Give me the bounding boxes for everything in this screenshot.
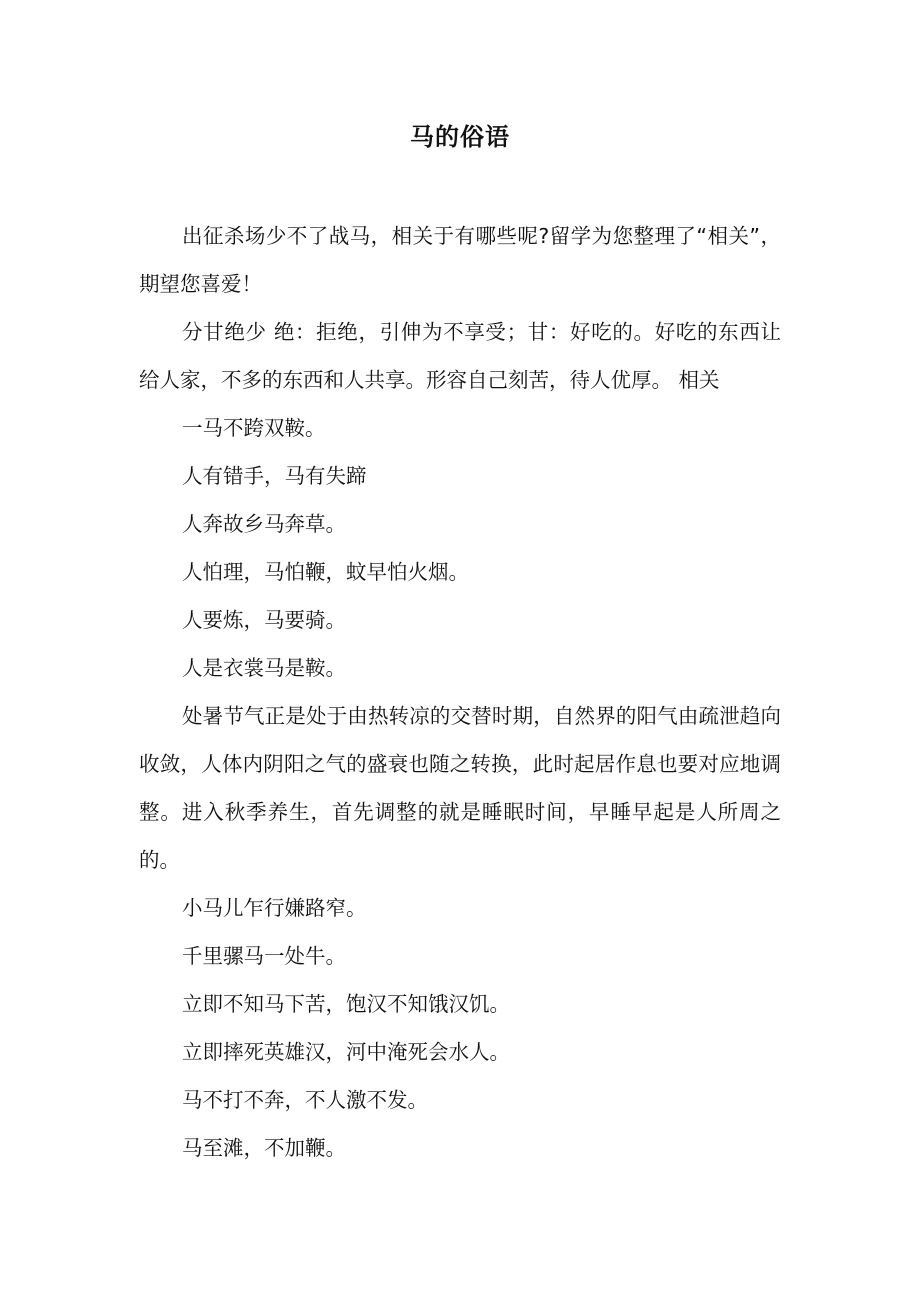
paragraph: 分甘绝少 绝：拒绝，引伸为不享受；甘：好吃的。好吃的东西让给人家，不多的东西和人共享。形容自己刻苦，待人优厚。 相关 — [139, 320, 781, 392]
paragraph: 出征杀场少不了战马，相关于有哪些呢?留学为您整理了“相关”，期望您喜爱！ — [139, 224, 781, 296]
paragraph: 立即摔死英雄汉，河中淹死会水人。 — [182, 1040, 510, 1064]
paragraph: 立即不知马下苦，饱汉不知饿汉饥。 — [182, 992, 510, 1016]
document-title: 马的俗语 — [410, 123, 510, 151]
paragraph: 人奔故乡马奔草。 — [182, 512, 346, 536]
paragraph: 一马不跨双鞍。 — [182, 416, 326, 440]
document-body — [139, 212, 781, 1172]
paragraph: 处暑节气正是处于由热转凉的交替时期，自然界的阳气由疏泄趋向收敛，人体内阴阳之气的盛衰也随之转换，此时起居作息也要对应地调整。进入秋季养生，首先调整的就是睡眠时间，早睡早起是人所周之的。 — [139, 704, 781, 872]
paragraph: 马不打不奔，不人激不发。 — [182, 1088, 428, 1112]
paragraph: 马至滩，不加鞭。 — [182, 1136, 346, 1160]
paragraph: 人有错手，马有失蹄 — [182, 464, 367, 488]
paragraph: 小马儿乍行嫌路窄。 — [182, 896, 367, 920]
paragraph: 人是衣裳马是鞍。 — [182, 656, 346, 680]
paragraph: 千里骡马一处牛。 — [182, 944, 346, 968]
paragraph: 人怕理，马怕鞭，蚊早怕火烟。 — [182, 560, 469, 584]
paragraph: 人要炼，马要骑。 — [182, 608, 346, 632]
